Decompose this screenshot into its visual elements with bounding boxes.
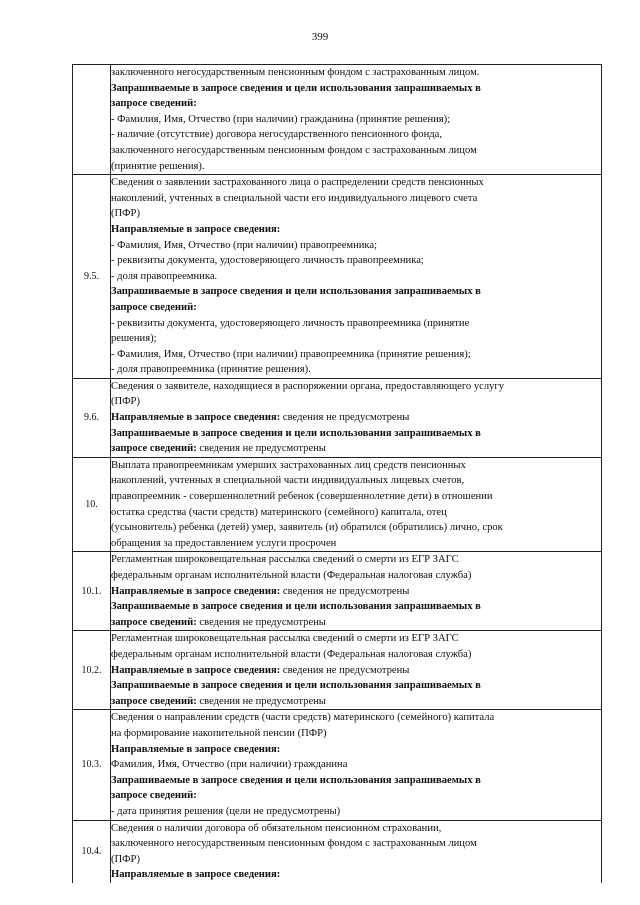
content-line: запросе сведений:	[111, 790, 197, 802]
item-content	[111, 631, 602, 710]
item-number	[73, 65, 111, 175]
table-row	[73, 378, 602, 457]
content-line: - реквизиты документа, удостоверяющего личность правопреемника;	[111, 255, 424, 267]
item-content	[111, 552, 602, 631]
content-line: заключенного негосударственным пенсионным фондом с застрахованным лицом	[111, 144, 477, 156]
bold-label: Направляемые в запросе сведения:	[111, 585, 281, 597]
content-line: - доля правопреемника (принятие решения).	[111, 364, 311, 376]
content-line	[111, 441, 601, 457]
item-content	[111, 175, 602, 379]
item-number: 10.2.	[73, 631, 111, 710]
content-line: накоплений, учтенных в специальной части индивидуальных лицевых счетов,	[111, 475, 465, 487]
content-line: Запрашиваемые в запросе сведения и цели использования запрашиваемых в	[111, 286, 481, 298]
content-line: - реквизиты документа, удостоверяющего личность правопреемника (принятие	[111, 317, 470, 329]
content-line	[111, 615, 601, 631]
item-number: 10.1.	[73, 552, 111, 631]
content-line: правопреемник - совершеннолетний ребенок (совершеннолетние дети) в отношении	[111, 491, 493, 503]
item-content	[111, 457, 602, 552]
content-line: (ПФР)	[111, 396, 140, 408]
table-row	[73, 631, 602, 710]
line-text: сведения не предусмотрены	[280, 664, 410, 676]
item-content	[111, 378, 602, 457]
content-line: Запрашиваемые в запросе сведения и цели использования запрашиваемых в	[111, 680, 481, 692]
content-line: Направляемые в запросе сведения:	[111, 869, 281, 881]
content-line	[111, 663, 601, 679]
content-line: остатка средства (части средств) материнского (семейного) капитала, отец	[111, 506, 447, 518]
content-line: Сведения о наличии договора об обязательном пенсионном страховании,	[111, 822, 442, 834]
item-number: 10.3.	[73, 710, 111, 820]
content-line: Регламентная широковещательная рассылка сведений о смерти из ЕГР ЗАГС	[111, 633, 459, 645]
bold-label: запросе сведений:	[111, 443, 197, 455]
content-line: федеральным органам исполнительной власти (Федеральная налоговая служба)	[111, 570, 472, 581]
item-number: 10.4.	[73, 820, 111, 883]
content-line: накоплений, учтенных в специальной части его индивидуального лицевого счета	[111, 192, 478, 204]
table-row	[73, 552, 602, 631]
content-line: запросе сведений:	[111, 98, 197, 110]
item-number: 10.	[73, 457, 111, 552]
content-line: решения);	[111, 333, 157, 345]
table-body	[73, 65, 602, 883]
content-line: - Фамилия, Имя, Отчество (при наличии) правопреемника;	[111, 239, 378, 251]
content-line: (ПФР)	[111, 208, 140, 220]
line-text: сведения не предусмотрены	[196, 616, 326, 628]
content-line: Направляемые в запросе сведения:	[111, 743, 281, 755]
content-line: Запрашиваемые в запросе сведения и цели использования запрашиваемых в	[111, 427, 481, 439]
content-line	[111, 410, 601, 426]
content-line: Фамилия, Имя, Отчество (при наличии) гражданина	[111, 759, 348, 771]
page-number: 399	[311, 31, 329, 43]
table-row	[73, 175, 602, 379]
content-line: запросе сведений:	[111, 301, 197, 313]
table-row	[73, 820, 602, 883]
table-row	[73, 65, 602, 175]
content-line: Выплата правопреемникам умерших застрахованных лиц средств пенсионных	[111, 459, 466, 471]
content-line: Запрашиваемые в запросе сведения и цели использования запрашиваемых в	[111, 601, 481, 613]
content-line: Запрашиваемые в запросе сведения и цели использования запрашиваемых в	[111, 774, 481, 786]
line-text: сведения не предусмотрены	[196, 443, 326, 455]
line-text: сведения не предусмотрены	[280, 585, 410, 597]
content-line	[111, 584, 601, 600]
line-text: сведения не предусмотрены	[196, 695, 326, 707]
requirements-table	[72, 64, 602, 883]
item-content	[111, 65, 602, 175]
content-line: (принятие решения).	[111, 160, 205, 172]
bold-label: Направляемые в запросе сведения:	[111, 664, 281, 676]
content-line: заключенного негосударственным пенсионным фондом с застрахованным лицом	[111, 838, 477, 850]
table-row	[73, 710, 602, 820]
content-line: Сведения о заявлении застрахованного лица о распределении средств пенсионных	[111, 177, 484, 189]
content-line: Запрашиваемые в запросе сведения и цели использования запрашиваемых в	[111, 82, 481, 94]
content-line: обращения за предоставлением услуги просрочен	[111, 537, 337, 549]
content-line: заключенного негосударственным пенсионным фондом с застрахованным лицом.	[111, 67, 480, 78]
item-number: 9.6.	[73, 378, 111, 457]
bold-label: Направляемые в запросе сведения:	[111, 412, 281, 424]
bold-label: запросе сведений:	[111, 616, 197, 628]
content-line: Регламентная широковещательная рассылка сведений о смерти из ЕГР ЗАГС	[111, 554, 459, 566]
content-line	[111, 694, 601, 710]
content-line: Направляемые в запросе сведения:	[111, 223, 281, 235]
content-line: - Фамилия, Имя, Отчество (при наличии) правопреемника (принятие решения);	[111, 348, 471, 360]
item-content	[111, 710, 602, 820]
item-number: 9.5.	[73, 175, 111, 379]
bold-label: запросе сведений:	[111, 695, 197, 707]
content-line: (ПФР)	[111, 853, 140, 865]
content-line: федеральным органам исполнительной власти (Федеральная налоговая служба)	[111, 648, 472, 660]
content-line: - дата принятия решения (цели не предусмотрены)	[111, 805, 341, 817]
content-line: - доля правопреемника.	[111, 270, 218, 282]
content-line: (усыновитель) ребенка (детей) умер, заявитель (и) обратился (обратились) лично, срок	[111, 522, 503, 534]
content-line: - наличие (отсутствие) договора негосударственного пенсионного фонда,	[111, 129, 442, 141]
item-content	[111, 820, 602, 883]
line-text: сведения не предусмотрены	[280, 412, 410, 424]
content-line: - Фамилия, Имя, Отчество (при наличии) гражданина (принятие решения);	[111, 113, 451, 125]
table-row	[73, 457, 602, 552]
content-line: Сведения о направлении средств (части средств) материнского (семейного) капитала	[111, 712, 495, 724]
content-line: Сведения о заявителе, находящиеся в распоряжении органа, предоставляющего услугу	[111, 380, 505, 392]
content-line: на формирование накопительной пенсии (ПФР)	[111, 727, 327, 739]
